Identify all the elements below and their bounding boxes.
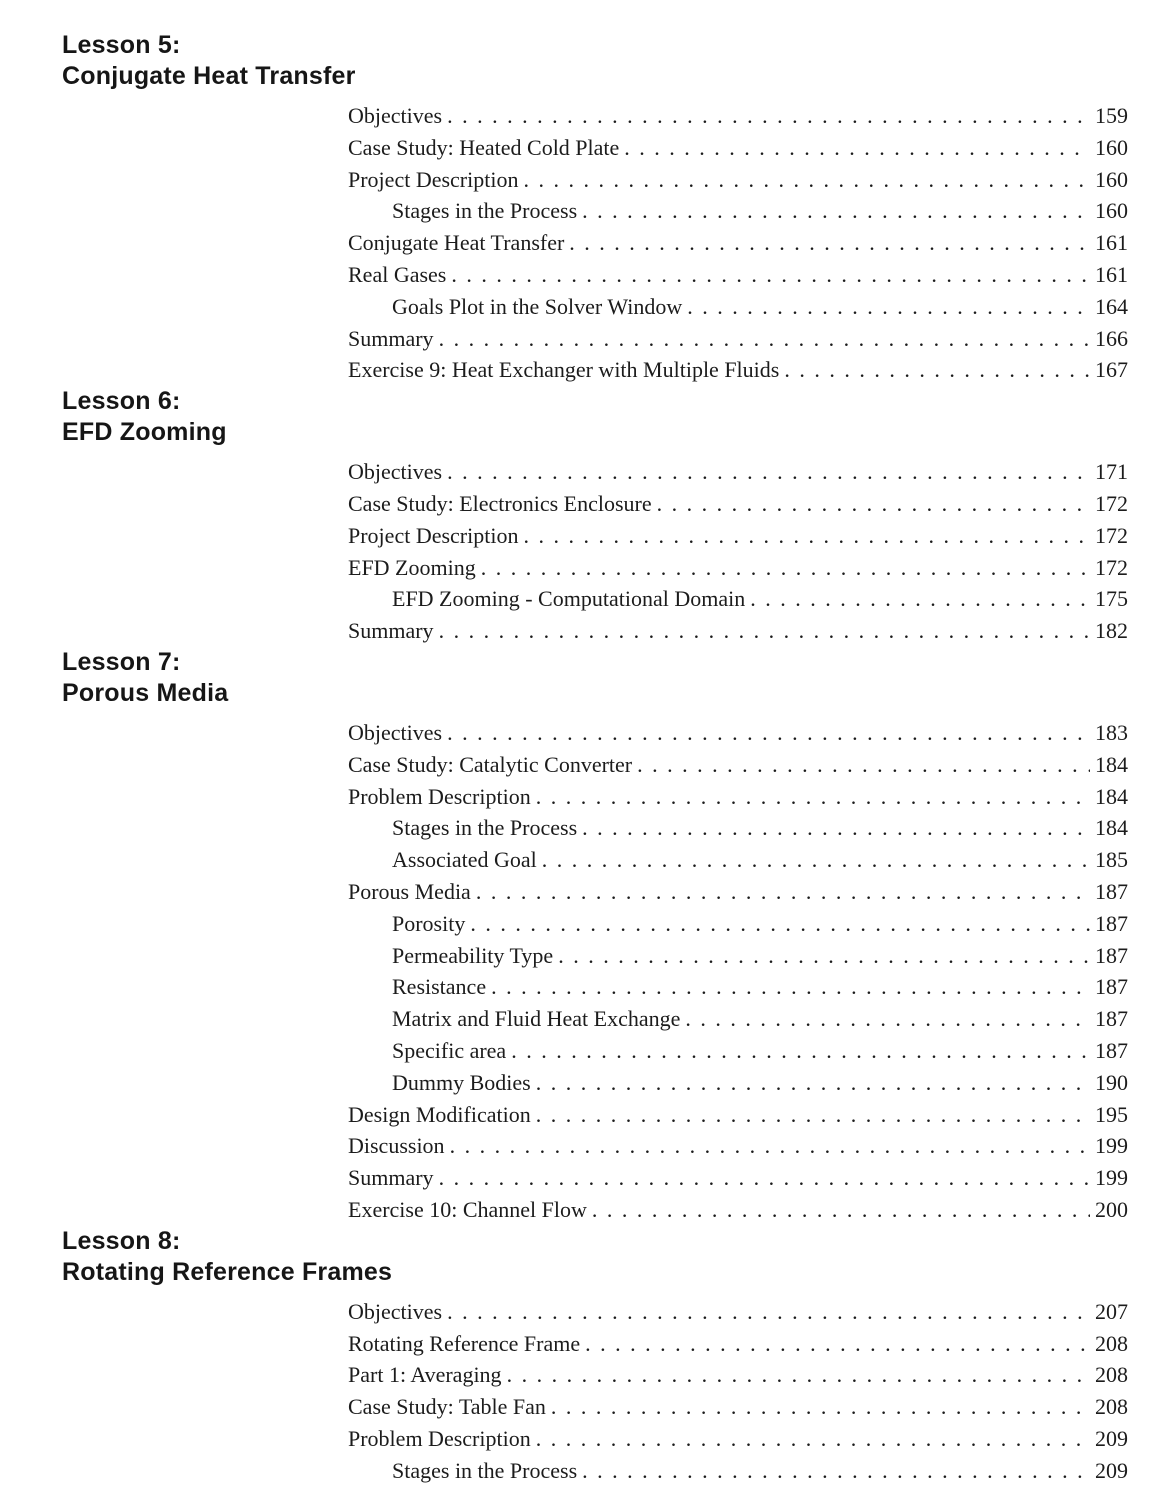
entry-list bbox=[348, 717, 1128, 1226]
entry-page: 187 bbox=[1095, 1006, 1128, 1032]
entry-title: Associated Goal bbox=[392, 847, 537, 873]
toc-entry bbox=[348, 354, 1128, 386]
entry-title: Problem Description bbox=[348, 783, 531, 809]
entry-title: Stages in the Process bbox=[392, 198, 578, 224]
entry-page: 187 bbox=[1095, 910, 1128, 936]
entry-title: Summary bbox=[348, 1165, 434, 1191]
dot-leader bbox=[687, 291, 1090, 323]
entry-page: 208 bbox=[1095, 1330, 1128, 1356]
entry-page: 187 bbox=[1095, 878, 1128, 904]
entry-title: Part 1: Averaging bbox=[348, 1362, 502, 1388]
toc-entry bbox=[348, 908, 1128, 940]
toc-entry bbox=[348, 1391, 1128, 1423]
lesson-title: EFD Zooming bbox=[62, 418, 227, 447]
entry-page: 187 bbox=[1095, 942, 1128, 968]
entry-title: Dummy Bodies bbox=[392, 1069, 531, 1095]
dot-leader bbox=[592, 1194, 1090, 1226]
dot-leader bbox=[558, 940, 1090, 972]
toc-entry bbox=[348, 749, 1128, 781]
toc-entry bbox=[348, 1359, 1128, 1391]
dot-leader bbox=[585, 1328, 1090, 1360]
entry-title: EFD Zooming bbox=[348, 554, 476, 580]
toc-section bbox=[0, 647, 1176, 1226]
toc-entry bbox=[348, 781, 1128, 813]
dot-leader bbox=[439, 615, 1090, 647]
entry-title: Project Description bbox=[348, 166, 519, 192]
toc-section bbox=[0, 30, 1176, 386]
entry-title: Objectives bbox=[348, 103, 443, 128]
dot-leader bbox=[536, 1067, 1090, 1099]
entry-title: Porous Media bbox=[348, 878, 471, 904]
lesson-heading bbox=[62, 1226, 1176, 1288]
entry-page: 172 bbox=[1095, 554, 1128, 580]
entry-title: Problem Description bbox=[348, 1425, 531, 1451]
entry-page: 184 bbox=[1095, 751, 1128, 777]
toc-entry bbox=[348, 291, 1128, 323]
toc-entry bbox=[348, 1035, 1128, 1067]
dot-leader bbox=[542, 844, 1090, 876]
entry-page: 159 bbox=[1095, 103, 1128, 128]
entry-title: Objectives bbox=[348, 719, 443, 745]
dot-leader bbox=[470, 908, 1090, 940]
dot-leader bbox=[536, 1423, 1090, 1455]
toc-entry bbox=[348, 615, 1128, 647]
entry-page: 190 bbox=[1095, 1069, 1128, 1095]
entry-page: 167 bbox=[1095, 357, 1128, 383]
entry-title: Design Modification bbox=[348, 1101, 531, 1127]
dot-leader bbox=[447, 717, 1090, 749]
entry-page: 185 bbox=[1095, 847, 1128, 873]
entry-title: EFD Zooming - Computational Domain bbox=[392, 586, 746, 612]
dot-leader bbox=[450, 1130, 1090, 1162]
dot-leader bbox=[447, 100, 1090, 132]
entry-page: 187 bbox=[1095, 1037, 1128, 1063]
dot-leader bbox=[447, 1296, 1090, 1328]
entry-title: Summary bbox=[348, 325, 434, 351]
entry-page: 195 bbox=[1095, 1101, 1128, 1127]
lesson-label: Lesson 6: bbox=[62, 387, 181, 416]
toc-entry bbox=[348, 323, 1128, 355]
toc-entry bbox=[348, 132, 1128, 164]
lesson-title: Rotating Reference Frames bbox=[62, 1257, 393, 1286]
entry-page: 209 bbox=[1095, 1425, 1128, 1451]
entry-page: 172 bbox=[1095, 490, 1128, 516]
entry-title: Porosity bbox=[392, 910, 466, 936]
toc-entry bbox=[348, 1067, 1128, 1099]
entry-title: Project Description bbox=[348, 522, 519, 548]
lesson-heading bbox=[62, 386, 1176, 448]
dot-leader bbox=[637, 749, 1090, 781]
toc-entry bbox=[348, 164, 1128, 196]
entry-title: Rotating Reference Frame bbox=[348, 1330, 581, 1356]
lesson-heading bbox=[62, 647, 1176, 709]
toc-entry bbox=[348, 717, 1128, 749]
entry-page: 208 bbox=[1095, 1362, 1128, 1388]
dot-leader bbox=[476, 876, 1090, 908]
entry-page: 164 bbox=[1095, 293, 1128, 319]
lesson-label: Lesson 8: bbox=[62, 1226, 181, 1255]
toc-entry bbox=[348, 1296, 1128, 1328]
entry-page: 171 bbox=[1095, 459, 1128, 485]
toc-entry bbox=[348, 971, 1128, 1003]
toc-entry bbox=[348, 1130, 1128, 1162]
entry-title: Stages in the Process bbox=[392, 1457, 578, 1483]
entry-page: 160 bbox=[1095, 166, 1128, 192]
toc-section bbox=[0, 1226, 1176, 1487]
entry-page: 172 bbox=[1095, 522, 1128, 548]
entry-title: Conjugate Heat Transfer bbox=[348, 230, 565, 256]
dot-leader bbox=[582, 1455, 1090, 1487]
toc-entry bbox=[348, 1099, 1128, 1131]
entry-page: 209 bbox=[1095, 1457, 1128, 1483]
entry-title: Case Study: Table Fan bbox=[348, 1394, 546, 1420]
entry-title: Case Study: Electronics Enclosure bbox=[348, 490, 652, 516]
lesson-label: Lesson 5: bbox=[62, 31, 181, 59]
toc-entry bbox=[348, 1162, 1128, 1194]
dot-leader bbox=[439, 1162, 1090, 1194]
dot-leader bbox=[523, 164, 1090, 196]
toc-entry bbox=[348, 195, 1128, 227]
entry-title: Case Study: Catalytic Converter bbox=[348, 751, 633, 777]
entry-title: Objectives bbox=[348, 1298, 443, 1324]
entry-page: 183 bbox=[1095, 719, 1128, 745]
entry-page: 161 bbox=[1095, 261, 1128, 287]
dot-leader bbox=[536, 781, 1090, 813]
toc-entry bbox=[348, 552, 1128, 584]
toc-entry bbox=[348, 259, 1128, 291]
toc-entry bbox=[348, 1328, 1128, 1360]
toc-entry bbox=[348, 940, 1128, 972]
dot-leader bbox=[439, 323, 1090, 355]
toc-entry bbox=[348, 876, 1128, 908]
entry-title: Case Study: Heated Cold Plate bbox=[348, 134, 620, 160]
entry-title: Summary bbox=[348, 618, 434, 644]
toc-entry bbox=[348, 456, 1128, 488]
entry-title: Goals Plot in the Solver Window bbox=[392, 293, 683, 319]
dot-leader bbox=[511, 1035, 1090, 1067]
entry-title: Exercise 9: Heat Exchanger with Multiple Fluids bbox=[348, 357, 780, 383]
entry-list bbox=[348, 456, 1128, 647]
entry-title: Exercise 10: Channel Flow bbox=[348, 1196, 587, 1222]
entry-page: 184 bbox=[1095, 783, 1128, 809]
dot-leader bbox=[451, 259, 1090, 291]
dot-leader bbox=[657, 488, 1090, 520]
dot-leader bbox=[569, 227, 1090, 259]
toc-entry bbox=[348, 583, 1128, 615]
toc-entry bbox=[348, 1003, 1128, 1035]
dot-leader bbox=[750, 583, 1090, 615]
lesson-title: Conjugate Heat Transfer bbox=[62, 62, 356, 90]
toc-entry bbox=[348, 1423, 1128, 1455]
entry-title: Discussion bbox=[348, 1133, 445, 1159]
dot-leader bbox=[784, 354, 1090, 386]
toc-entry bbox=[348, 1455, 1128, 1487]
dot-leader bbox=[685, 1003, 1090, 1035]
entry-page: 160 bbox=[1095, 198, 1128, 224]
toc-entry bbox=[348, 844, 1128, 876]
entry-title: Objectives bbox=[348, 459, 443, 485]
entry-page: 207 bbox=[1095, 1298, 1128, 1324]
entry-title: Real Gases bbox=[348, 261, 447, 287]
entry-page: 200 bbox=[1095, 1196, 1128, 1222]
entry-page: 199 bbox=[1095, 1165, 1128, 1191]
toc-entry bbox=[348, 488, 1128, 520]
dot-leader bbox=[551, 1391, 1090, 1423]
entry-title: Stages in the Process bbox=[392, 815, 578, 841]
entry-page: 166 bbox=[1095, 325, 1128, 351]
toc-section bbox=[0, 386, 1176, 647]
entry-page: 187 bbox=[1095, 974, 1128, 1000]
dot-leader bbox=[582, 195, 1090, 227]
toc-entry bbox=[348, 100, 1128, 132]
dot-leader bbox=[582, 812, 1090, 844]
dot-leader bbox=[447, 456, 1090, 488]
entry-page: 184 bbox=[1095, 815, 1128, 841]
entry-page: 208 bbox=[1095, 1394, 1128, 1420]
entry-title: Resistance bbox=[392, 974, 487, 1000]
entry-page: 199 bbox=[1095, 1133, 1128, 1159]
entry-list bbox=[348, 1296, 1128, 1487]
entry-page: 175 bbox=[1095, 586, 1128, 612]
dot-leader bbox=[481, 552, 1090, 584]
entry-title: Permeability Type bbox=[392, 942, 554, 968]
dot-leader bbox=[536, 1099, 1090, 1131]
toc-entry bbox=[348, 812, 1128, 844]
lesson-title: Porous Media bbox=[62, 678, 229, 707]
dot-leader bbox=[491, 971, 1090, 1003]
dot-leader bbox=[523, 520, 1090, 552]
entry-title: Specific area bbox=[392, 1037, 507, 1063]
entry-page: 160 bbox=[1095, 134, 1128, 160]
toc-entry bbox=[348, 227, 1128, 259]
entry-page: 161 bbox=[1095, 230, 1128, 256]
lesson-heading bbox=[62, 30, 1176, 92]
toc-sections bbox=[0, 30, 1176, 1486]
entry-title: Matrix and Fluid Heat Exchange bbox=[392, 1006, 681, 1032]
lesson-label: Lesson 7: bbox=[62, 647, 181, 676]
dot-leader bbox=[507, 1359, 1090, 1391]
entry-list bbox=[348, 100, 1128, 386]
entry-page: 182 bbox=[1095, 618, 1128, 644]
toc-entry bbox=[348, 520, 1128, 552]
dot-leader bbox=[624, 132, 1090, 164]
toc-entry bbox=[348, 1194, 1128, 1226]
